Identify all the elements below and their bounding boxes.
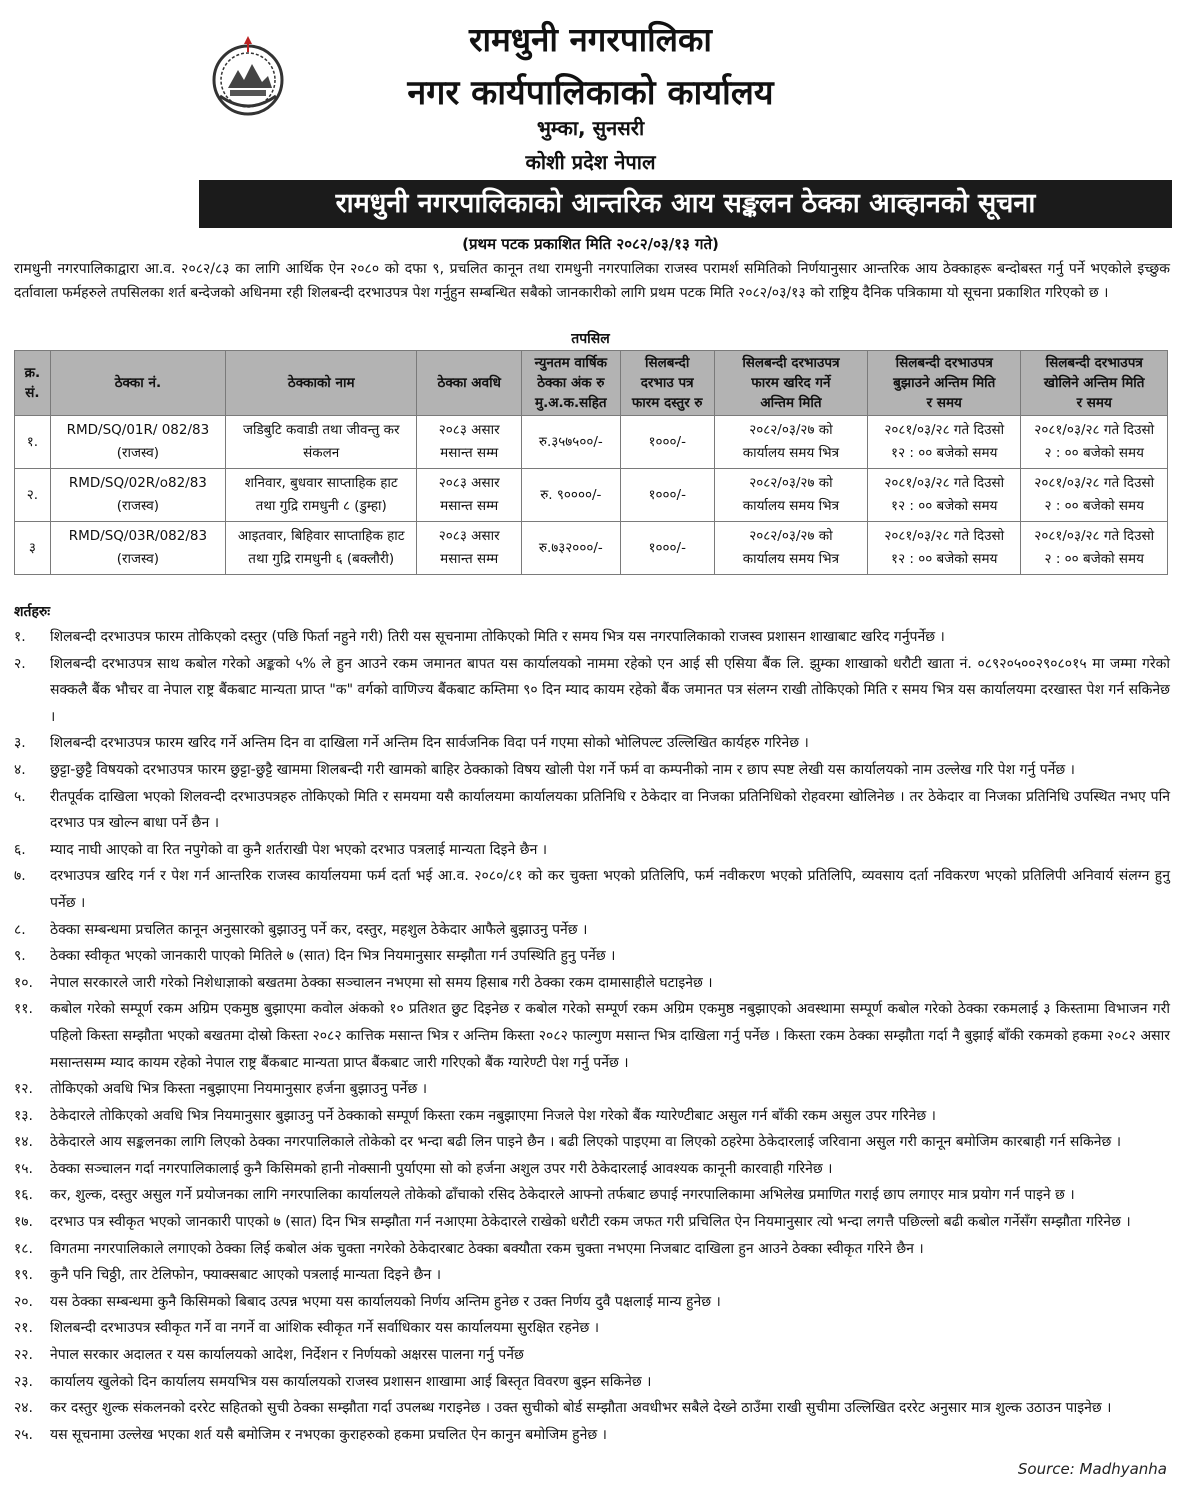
- condition-number: १५.: [14, 1160, 34, 1177]
- condition-item: [14, 1103, 1170, 1130]
- condition-text: नेपाल सरकार अदालत र यस कार्यालयको आदेश, निर्देशन र निर्णयको अक्षरस पालना गर्नु पर्नेछ: [50, 1347, 524, 1364]
- cell-period: २०८३ असार मसान्त सम्म: [417, 469, 522, 522]
- condition-item: [14, 1395, 1170, 1422]
- condition-text: शिलबन्दी दरभाउपत्र साथ कबोल गरेको अङ्कको ५% ले हुन आउने रकम जमानत बापत यस कार्यालयको नाममा रहेको एन आई सी एसिया बैंक लि. झुम्का शाखाको धरौटी खाता नं. ०८९२०५००२९०८०१५ मा जम्मा गरेको सक्कलै बैंक भौचर वा नेपाल राष्ट्र बैंकबाट मान्यता प्राप्त "क" वर्गको वाणिज्य बैंकबाट कम्तिमा ९० दिन म्याद कायम रहेको बैंक जमानत पत्र संलग्न राखी तोकिएको मिति र समय भित्र यस कार्यालयमा दरखास्त पेश गर्न सकिनेछ ।: [50, 655, 1170, 725]
- cell-submit-deadline: २०८१/०३/२८ गते दिउसो १२ : ०० बजेको समय: [868, 522, 1021, 575]
- condition-item: [14, 1289, 1170, 1316]
- cell-purchase-deadline: २०८२/०३/२७ को कार्यालय समय भित्र: [714, 416, 867, 469]
- condition-number: २०.: [14, 1293, 34, 1310]
- condition-item: [14, 837, 1170, 864]
- table-row: [15, 469, 1168, 522]
- cell-sn: २.: [15, 469, 51, 522]
- condition-text: दरभाउ पत्र स्वीकृत भएको जानकारी पाएको ७ (सात) दिन भित्र सम्झौता गर्न नआएमा ठेकेदारले राखेको धरौटी रकम जफत गरी प्रचिलित ऐन नियमानुसार त्यो भन्दा लगत्तै पछिल्लो बढी कबोल गर्नेसँग सम्झौता गरिनेछ ।: [50, 1214, 1131, 1231]
- conditions-list: [14, 624, 1170, 1448]
- header-sn: क्र. सं.: [15, 351, 51, 416]
- source-credit: Source: Madhyanha: [1017, 1460, 1167, 1478]
- condition-text: छुट्टा-छुट्टै विषयको दरभाउपत्र फारम छुट्टा-छुट्टै खाममा शिलबन्दी गरी खामको बाहिर ठेक्काको विषय खोली पेश गर्ने फर्म वा कम्पनीको नाम र छाप स्पष्ट लेखी यस कार्यालयको नाम उल्लेख गरि पेश गर्नु पर्नेछ ।: [50, 761, 1075, 778]
- condition-item: [14, 1182, 1170, 1209]
- table-row: [15, 522, 1168, 575]
- header-name: ठेक्काको नाम: [226, 351, 417, 416]
- condition-number: २.: [14, 655, 26, 672]
- published-date: (प्रथम पटक प्रकाशित मिति २०८२/०३/१३ गते): [462, 235, 719, 253]
- condition-number: ११.: [14, 1001, 34, 1018]
- condition-number: ६.: [14, 841, 26, 858]
- condition-text: ठेक्का सञ्चालन गर्दा नगरपालिकालाई कुनै किसिमको हानी नोक्सानी पुर्याएमा सो को हर्जना अशुल उपर गरी ठेकेदारलाई आवश्यक कानूनी कारवाही गरिनेछ ।: [50, 1160, 833, 1177]
- condition-number: १७.: [14, 1214, 34, 1231]
- header-tender-no: ठेक्का नं.: [50, 351, 225, 416]
- condition-number: १६.: [14, 1187, 34, 1204]
- condition-number: १९.: [14, 1267, 34, 1284]
- cell-name: आइतवार, बिहिवार साप्ताहिक हाट तथा गुद्रि रामधुनी ६ (बक्लौरी): [226, 522, 417, 575]
- conditions-title: शर्तहरुः: [14, 604, 51, 620]
- condition-text: तोकिएको अवधि भित्र किस्ता नबुझाएमा नियमानुसार हर्जना बुझाउनु पर्नेछ ।: [50, 1081, 428, 1098]
- condition-text: ठेक्का स्वीकृत भएको जानकारी पाएको मितिले ७ (सात) दिन भित्र नियमानुसार सम्झौता गर्न उपस्थिति हुनु पर्नेछ ।: [50, 948, 616, 965]
- cell-open-deadline: २०८१/०३/२८ गते दिउसो २ : ०० बजेको समय: [1021, 469, 1168, 522]
- cell-min-amount: रु.७३२०००/-: [522, 522, 621, 575]
- condition-text: कबोल गरेको सम्पूर्ण रकम अग्रिम एकमुष्ठ बुझाएमा कवोल अंकको १० प्रतिशत छुट दिइनेछ र कबोल गरेको सम्पूर्ण रकम अग्रिम एकमुष्ठ नबुझाएको अवस्थामा सम्पूर्ण कबोल गरेको ठेक्का रकमलाई ३ किस्तामा विभाजन गरी पहिलो किस्ता सम्झौता भएको बखतमा दोस्रो किस्ता २०८२ कात्तिक मसान्त भित्र र अन्तिम किस्ता २०८२ फाल्गुण मसान्त भित्र दाखिला गर्नु पर्नेछ । किस्ता रकम ठेक्का सम्झौता गर्दा नै बुझाई बाँकी रकमको हकमा २०८२ असार मसान्तसम्म म्याद कायम रहेको नेपाल राष्ट्र बैंकबाट मान्यता प्राप्त बैंकबाट जारी गरिएको बैंक ग्यारेण्टी पेश गर्नु पर्नेछ ।: [50, 1001, 1170, 1071]
- table-header-row: [15, 351, 1168, 416]
- condition-item: [14, 1156, 1170, 1183]
- cell-purchase-deadline: २०८२/०३/२७ को कार्यालय समय भित्र: [714, 469, 867, 522]
- province-name: कोशी प्रदेश नेपाल: [525, 150, 656, 174]
- office-name: नगर कार्यपालिकाको कार्यालय: [407, 73, 774, 113]
- condition-text: यस ठेक्का सम्बन्धमा कुनै किसिमको बिबाद उत्पन्न भएमा यस कार्यालयको निर्णय अन्तिम हुनेछ र उक्त निर्णय दुवै पक्षलाई मान्य हुनेछ ।: [50, 1293, 721, 1310]
- cell-sn: ३: [15, 522, 51, 575]
- condition-item: [14, 1236, 1170, 1263]
- header: [0, 6, 1181, 178]
- condition-item: [14, 917, 1170, 944]
- cell-tender-no: RMD/SQ/01R/ 082/83 (राजस्व): [50, 416, 225, 469]
- condition-text: रीतपूर्वक दाखिला भएको शिलवन्दी दरभाउपत्रहरु तोकिएको मिति र समयमा यसै कार्यालयमा कार्यालयका प्रतिनिधि र ठेकेदार वा निजका प्रतिनिधिको रोहवरमा खोलिनेछ । तर ठेकेदार वा निजका प्रतिनिधि उपस्थित नभए पनि दरभाउ पत्र खोल्न बाधा पर्ने छैन ।: [50, 788, 1170, 832]
- condition-item: [14, 1369, 1170, 1396]
- condition-item: [14, 730, 1170, 757]
- header-purchase-deadline: सिलबन्दी दरभाउपत्र फारम खरिद गर्ने अन्तिम मिति: [714, 351, 867, 416]
- condition-text: शिलबन्दी दरभाउपत्र स्वीकृत गर्ने वा नगर्ने वा आंशिक स्वीकृत गर्ने सर्वाधिकार यस कार्यालयमा सुरक्षित रहनेछ ।: [50, 1320, 600, 1337]
- cell-tender-no: RMD/SQ/03R/082/83 (राजस्व): [50, 522, 225, 575]
- cell-name: शनिवार, बुधवार साप्ताहिक हाट तथा गुद्रि रामधुनी ८ (डुम्हा): [226, 469, 417, 522]
- cell-open-deadline: २०८१/०३/२८ गते दिउसो २ : ०० बजेको समय: [1021, 522, 1168, 575]
- cell-min-amount: रु. ९००००/-: [522, 469, 621, 522]
- condition-item: [14, 1209, 1170, 1236]
- condition-item: [14, 943, 1170, 970]
- condition-text: शिलबन्दी दरभाउपत्र फारम खरिद गर्ने अन्तिम दिन वा दाखिला गर्ने अन्तिम दिन सार्वजनिक विदा पर्न गएमा सोको भोलिपल्ट उल्लिखित कार्यहरु गरिनेछ ।: [50, 735, 809, 752]
- cell-open-deadline: २०८१/०३/२८ गते दिउसो २ : ०० बजेको समय: [1021, 416, 1168, 469]
- condition-number: १८.: [14, 1240, 34, 1257]
- condition-number: २१.: [14, 1320, 34, 1337]
- condition-text: ठेक्का सम्बन्धमा प्रचलित कानून अनुसारको बुझाउनु पर्ने कर, दस्तुर, महशुल ठेकेदार आफैले बुझाउनु पर्नेछ ।: [50, 921, 588, 938]
- cell-purchase-deadline: २०८२/०३/२७ को कार्यालय समय भित्र: [714, 522, 867, 575]
- condition-text: कुनै पनि चिठ्ठी, तार टेलिफोन, फ्याक्सबाट आएको पत्रलाई मान्यता दिइने छैन ।: [50, 1267, 442, 1284]
- condition-number: १२.: [14, 1081, 34, 1098]
- condition-item: [14, 1422, 1170, 1449]
- condition-number: ८.: [14, 921, 26, 938]
- condition-text: म्याद नाघी आएको वा रित नपुगेको वा कुनै शर्तराखी पेश भएको दरभाउ पत्रलाई मान्यता दिइने छैन ।: [50, 841, 548, 858]
- condition-number: २३.: [14, 1373, 34, 1390]
- condition-number: २५.: [14, 1426, 34, 1443]
- condition-text: यस सूचनामा उल्लेख भएका शर्त यसै बमोजिम र नभएका कुराहरुको हकमा प्रचलित ऐन कानुन बमोजिम हुनेछ ।: [50, 1426, 607, 1443]
- condition-text: कार्यालय खुलेको दिन कार्यालय समयभित्र यस कार्यालयको राजस्व प्रशासन शाखामा आई बिस्तृत विवरण बुझ्न सकिनेछ ।: [50, 1373, 652, 1390]
- condition-text: नेपाल सरकारले जारी गरेको निशेधाज्ञाको बखतमा ठेक्का सञ्चालन नभएमा सो समय हिसाब गरी ठेक्का रकम दामासाहीले घटाइनेछ ।: [50, 974, 713, 991]
- condition-text: ठेकेदारले तोकिएको अवधि भित्र नियमानुसार बुझाउनु पर्ने ठेक्काको सम्पूर्ण किस्ता रकम नबुझाएमा निजले पेश गरेको बैंक ग्यारेण्टीबाट असुल गर्न बाँकी रकम असुल उपर गरिनेछ ।: [50, 1107, 936, 1124]
- cell-sn: १.: [15, 416, 51, 469]
- condition-number: ५.: [14, 788, 26, 805]
- condition-item: [14, 970, 1170, 997]
- cell-tender-no: RMD/SQ/02R/o82/83 (राजस्व): [50, 469, 225, 522]
- condition-item: [14, 651, 1170, 731]
- condition-text: दरभाउपत्र खरिद गर्न र पेश गर्न आन्तरिक राजस्व कार्यालयमा फर्म दर्ता भई आ.व. २०८०/८१ को कर चुक्ता भएको प्रतिलिपि, फर्म नवीकरण भएको प्रतिलिपि, व्यवसाय दर्ता नविकरण भएको प्रतिलिपी अनिवार्य संलग्न हुनु पर्नेछ ।: [50, 868, 1170, 911]
- office-location: भुम्का, सुनसरी: [536, 116, 645, 140]
- cell-name: जडिबुटि कवाडी तथा जीवन्तु कर संकलन: [226, 416, 417, 469]
- condition-item: [14, 996, 1170, 1076]
- cell-form-fee: १०००/-: [620, 416, 714, 469]
- cell-period: २०८३ असार मसान्त सम्म: [417, 416, 522, 469]
- condition-item: [14, 624, 1170, 651]
- condition-number: २४.: [14, 1400, 34, 1417]
- condition-text: कर, शुल्क, दस्तुर असुल गर्ने प्रयोजनका लागि नगरपालिका कार्यालयले तोकेको ढाँचाको रसिद ठेकेदारले आफ्नो तर्फबाट छपाई नगरपालिकामा अभिलेख प्रमाणित गराई छाप लगाएर मात्र प्रयोग गर्न पाइने छ ।: [50, 1187, 1075, 1204]
- intro-paragraph: रामधुनी नगरपालिकाद्वारा आ.व. २०८२/८३ का लागि आर्थिक ऐन २०८० को दफा ९, प्रचलित कानून तथा रामधुनी नगरपालिका राजस्व परामर्श समितिको निर्णयानुसार आन्तरिक आय ठेक्काहरू बन्दोबस्त गर्नु पर्ने भएकोले इच्छुक दर्तावाला फर्महरुले तपसिलका शर्त बन्देजको अधिनमा रही शिलबन्दी दरभाउपत्र पेश गर्नुहुन सम्बन्धित सबैको जानकारीको लागि प्रथम पटक मिति २०८२/०३/१३ को राष्ट्रिय दैनिक पत्रिकामा यो सूचना प्रकाशित गरिएको छ ।: [14, 261, 1170, 301]
- header-period: ठेक्का अवधि: [417, 351, 522, 416]
- schedule-label: तपसिल: [571, 331, 610, 347]
- condition-text: विगतमा नगरपालिकाले लगाएको ठेक्का लिई कबोल अंक चुक्ता नगरेको ठेकेदारबाट ठेक्का बक्यौता रकम चुक्ता नभएमा निजबाट दाखिला हुन आउने ठेक्का स्वीकृत गरिने छैन ।: [50, 1240, 924, 1257]
- condition-text: ठेकेदारले आय सङ्कलनका लागि लिएको ठेक्का नगरपालिकाले तोकेको दर भन्दा बढी लिन पाइने छैन । बढी लिएको पाइएमा वा लिएको ठहरेमा ठेकेदारलाई जरिवाना असुल गरी कानून बमोजिम कारबाही गर्न सकिनेछ ।: [50, 1134, 1122, 1151]
- condition-text: कर दस्तुर शुल्क संकलनको दररेट सहितको सुची ठेक्का सम्झौता गर्दा उपलब्ध गराइनेछ । उक्त सुचीको बोर्ड सम्झौता अवधीभर सबैले देख्ने ठाउँमा राखी सुचीमा उल्लिखित दररेट अनुसार मात्र शुल्क उठाउन पाइनेछ ।: [50, 1400, 1112, 1417]
- condition-item: [14, 1315, 1170, 1342]
- condition-number: १४.: [14, 1134, 34, 1151]
- cell-form-fee: १०००/-: [620, 469, 714, 522]
- condition-item: [14, 1342, 1170, 1369]
- header-submit-deadline: सिलबन्दी दरभाउपत्र बुझाउने अन्तिम मिति र समय: [868, 351, 1021, 416]
- condition-number: ३.: [14, 735, 26, 752]
- condition-text: शिलबन्दी दरभाउपत्र फारम तोकिएको दस्तुर (पछि फिर्ता नहुने गरी) तिरी यस सूचनामा तोकिएको मिति र समय भित्र यस नगरपालिकाको राजस्व प्रशासन शाखाबाट खरिद गर्नुपर्नेछ ।: [50, 629, 945, 645]
- header-min-amount: न्युनतम वार्षिक ठेक्का अंक रु मु.अ.क.सहित: [522, 351, 621, 416]
- condition-number: १०.: [14, 974, 34, 991]
- condition-item: [14, 784, 1170, 837]
- tender-table: [14, 350, 1168, 575]
- condition-item: [14, 1129, 1170, 1156]
- condition-number: ९.: [14, 948, 26, 965]
- header-open-deadline: सिलबन्दी दरभाउपत्र खोलिने अन्तिम मिति र समय: [1021, 351, 1168, 416]
- table-row: [15, 416, 1168, 469]
- cell-form-fee: १०००/-: [620, 522, 714, 575]
- cell-submit-deadline: २०८१/०३/२८ गते दिउसो १२ : ०० बजेको समय: [868, 469, 1021, 522]
- condition-number: १.: [14, 629, 26, 645]
- condition-item: [14, 1262, 1170, 1289]
- condition-item: [14, 757, 1170, 784]
- cell-period: २०८३ असार मसान्त सम्म: [417, 522, 522, 575]
- condition-number: १३.: [14, 1107, 34, 1124]
- notice-title: रामधुनी नगरपालिकाको आन्तरिक आय सङ्कलन ठेक्का आव्हानको सूचना: [199, 180, 1172, 228]
- cell-submit-deadline: २०८१/०३/२८ गते दिउसो १२ : ०० बजेको समय: [868, 416, 1021, 469]
- header-form-fee: सिलबन्दी दरभाउ पत्र फारम दस्तुर रु: [620, 351, 714, 416]
- condition-item: [14, 1076, 1170, 1103]
- condition-item: [14, 863, 1170, 916]
- condition-number: ४.: [14, 761, 26, 778]
- condition-number: ७.: [14, 868, 26, 885]
- condition-number: २२.: [14, 1347, 34, 1364]
- cell-min-amount: रु.३५७५००/-: [522, 416, 621, 469]
- municipality-name: रामधुनी नगरपालिका: [469, 20, 712, 59]
